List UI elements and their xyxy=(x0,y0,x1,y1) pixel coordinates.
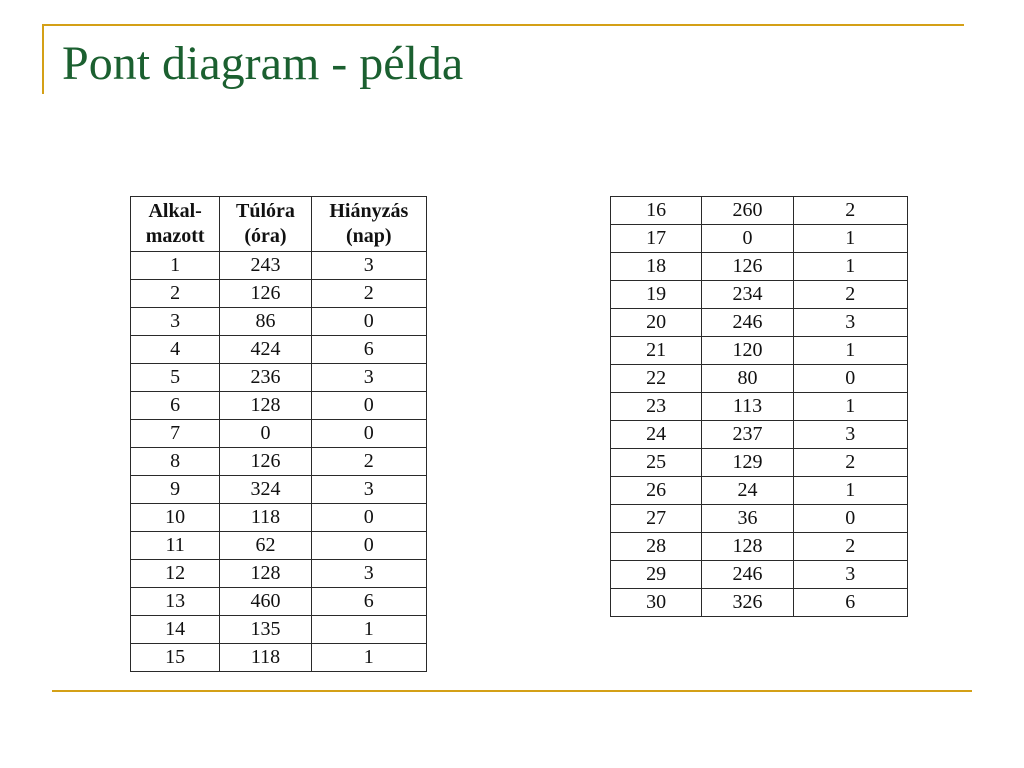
header-overtime: Túlóra (óra) xyxy=(220,197,311,252)
cell-absence: 1 xyxy=(311,616,426,644)
cell-absence: 2 xyxy=(793,533,907,561)
cell-absence: 2 xyxy=(311,448,426,476)
table-row xyxy=(131,560,427,588)
cell-employee: 23 xyxy=(611,393,702,421)
cell-absence: 6 xyxy=(793,589,907,617)
table-body-right xyxy=(611,197,908,617)
cell-employee: 16 xyxy=(611,197,702,225)
cell-overtime: 128 xyxy=(702,533,793,561)
cell-absence: 3 xyxy=(793,421,907,449)
cell-employee: 11 xyxy=(131,532,220,560)
cell-employee: 28 xyxy=(611,533,702,561)
cell-absence: 1 xyxy=(793,225,907,253)
table-row xyxy=(611,477,908,505)
slide-title: Pont diagram - példa xyxy=(62,37,464,90)
table-row xyxy=(131,616,427,644)
cell-employee: 19 xyxy=(611,281,702,309)
cell-employee: 20 xyxy=(611,309,702,337)
cell-absence: 3 xyxy=(311,252,426,280)
cell-absence: 3 xyxy=(793,561,907,589)
cell-overtime: 128 xyxy=(220,560,311,588)
cell-absence: 3 xyxy=(311,560,426,588)
cell-employee: 24 xyxy=(611,421,702,449)
cell-overtime: 24 xyxy=(702,477,793,505)
cell-overtime: 0 xyxy=(220,420,311,448)
cell-overtime: 80 xyxy=(702,365,793,393)
table-row xyxy=(611,197,908,225)
cell-employee: 21 xyxy=(611,337,702,365)
cell-employee: 25 xyxy=(611,449,702,477)
data-table-left xyxy=(130,196,427,672)
table-row xyxy=(611,561,908,589)
cell-employee: 15 xyxy=(131,644,220,672)
cell-employee: 1 xyxy=(131,252,220,280)
table-row xyxy=(611,225,908,253)
cell-overtime: 62 xyxy=(220,532,311,560)
cell-overtime: 424 xyxy=(220,336,311,364)
cell-overtime: 113 xyxy=(702,393,793,421)
cell-absence: 6 xyxy=(311,588,426,616)
cell-employee: 3 xyxy=(131,308,220,336)
cell-overtime: 126 xyxy=(702,253,793,281)
table-row xyxy=(131,280,427,308)
cell-overtime: 246 xyxy=(702,309,793,337)
data-table-right xyxy=(610,196,908,617)
cell-employee: 9 xyxy=(131,476,220,504)
cell-absence: 0 xyxy=(311,308,426,336)
table-row xyxy=(611,533,908,561)
table-row xyxy=(611,365,908,393)
cell-employee: 22 xyxy=(611,365,702,393)
cell-overtime: 126 xyxy=(220,280,311,308)
cell-absence: 0 xyxy=(311,420,426,448)
cell-employee: 7 xyxy=(131,420,220,448)
cell-overtime: 118 xyxy=(220,504,311,532)
table-row xyxy=(611,281,908,309)
cell-employee: 26 xyxy=(611,477,702,505)
cell-employee: 4 xyxy=(131,336,220,364)
cell-absence: 2 xyxy=(311,280,426,308)
cell-employee: 13 xyxy=(131,588,220,616)
cell-employee: 6 xyxy=(131,392,220,420)
cell-absence: 0 xyxy=(793,365,907,393)
cell-overtime: 237 xyxy=(702,421,793,449)
cell-absence: 0 xyxy=(311,504,426,532)
table-row xyxy=(131,420,427,448)
table-row xyxy=(131,532,427,560)
cell-absence: 2 xyxy=(793,197,907,225)
cell-overtime: 243 xyxy=(220,252,311,280)
cell-employee: 2 xyxy=(131,280,220,308)
cell-overtime: 326 xyxy=(702,589,793,617)
cell-overtime: 234 xyxy=(702,281,793,309)
cell-overtime: 236 xyxy=(220,364,311,392)
cell-absence: 0 xyxy=(311,532,426,560)
cell-absence: 1 xyxy=(793,477,907,505)
table-row xyxy=(611,449,908,477)
table-row xyxy=(131,336,427,364)
cell-overtime: 86 xyxy=(220,308,311,336)
table-row xyxy=(131,588,427,616)
cell-absence: 0 xyxy=(311,392,426,420)
header-employee: Alkal-mazott xyxy=(131,197,220,252)
table-body-left xyxy=(131,252,427,672)
table-row xyxy=(611,253,908,281)
table-row xyxy=(611,393,908,421)
cell-absence: 1 xyxy=(311,644,426,672)
cell-employee: 5 xyxy=(131,364,220,392)
cell-overtime: 118 xyxy=(220,644,311,672)
table-header-row xyxy=(131,197,427,252)
cell-overtime: 36 xyxy=(702,505,793,533)
table-row xyxy=(131,252,427,280)
cell-absence: 3 xyxy=(311,364,426,392)
title-frame-left-line xyxy=(42,24,44,94)
table-row xyxy=(131,392,427,420)
cell-overtime: 126 xyxy=(220,448,311,476)
cell-employee: 14 xyxy=(131,616,220,644)
cell-overtime: 129 xyxy=(702,449,793,477)
cell-overtime: 324 xyxy=(220,476,311,504)
table-row xyxy=(611,337,908,365)
cell-employee: 18 xyxy=(611,253,702,281)
cell-absence: 1 xyxy=(793,393,907,421)
cell-overtime: 135 xyxy=(220,616,311,644)
cell-overtime: 460 xyxy=(220,588,311,616)
table-row xyxy=(131,504,427,532)
cell-absence: 1 xyxy=(793,337,907,365)
cell-overtime: 120 xyxy=(702,337,793,365)
title-frame-top-line xyxy=(42,24,964,26)
table-row xyxy=(131,644,427,672)
table-row xyxy=(131,476,427,504)
cell-absence: 3 xyxy=(311,476,426,504)
cell-overtime: 246 xyxy=(702,561,793,589)
table-row xyxy=(611,589,908,617)
table-row xyxy=(131,308,427,336)
table-row xyxy=(611,309,908,337)
table-row xyxy=(131,364,427,392)
cell-absence: 2 xyxy=(793,281,907,309)
cell-employee: 10 xyxy=(131,504,220,532)
cell-employee: 17 xyxy=(611,225,702,253)
table-row xyxy=(611,421,908,449)
cell-overtime: 128 xyxy=(220,392,311,420)
cell-absence: 2 xyxy=(793,449,907,477)
table-row xyxy=(131,448,427,476)
cell-employee: 27 xyxy=(611,505,702,533)
cell-overtime: 0 xyxy=(702,225,793,253)
cell-overtime: 260 xyxy=(702,197,793,225)
cell-absence: 6 xyxy=(311,336,426,364)
cell-employee: 29 xyxy=(611,561,702,589)
cell-absence: 1 xyxy=(793,253,907,281)
table-row xyxy=(611,505,908,533)
header-absence: Hiányzás (nap) xyxy=(311,197,426,252)
bottom-rule xyxy=(52,690,972,692)
cell-employee: 30 xyxy=(611,589,702,617)
cell-employee: 12 xyxy=(131,560,220,588)
cell-employee: 8 xyxy=(131,448,220,476)
cell-absence: 0 xyxy=(793,505,907,533)
cell-absence: 3 xyxy=(793,309,907,337)
